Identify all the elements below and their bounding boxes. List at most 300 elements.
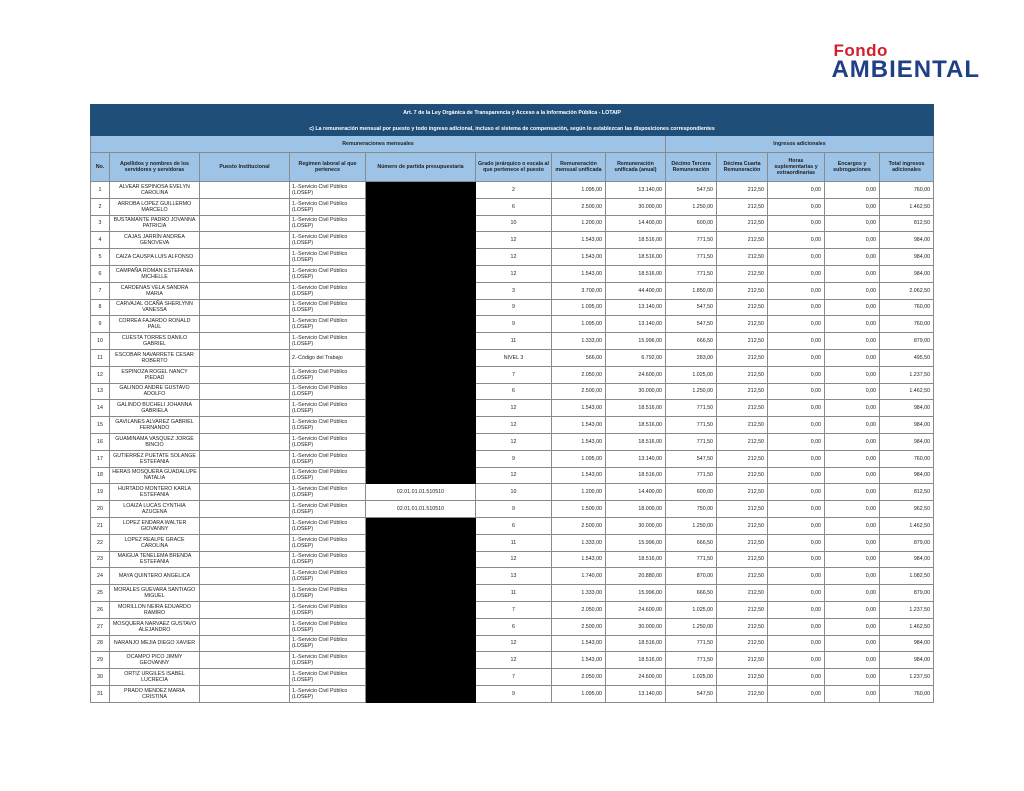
- document-page: [37, 36, 988, 769]
- table-row: [91, 249, 934, 266]
- table-cell: [200, 551, 290, 568]
- table-cell: 24.600,00: [606, 366, 666, 383]
- table-cell: 547,50: [666, 182, 717, 199]
- table-cell: 1.-Servicio Civil Público (LOSEP): [290, 517, 366, 534]
- table-cell: ALVEAR ESPINOSA EVELYN CAROLINA: [110, 182, 200, 199]
- table-cell: 1.-Servicio Civil Público (LOSEP): [290, 450, 366, 467]
- table-cell: 879,00: [880, 585, 934, 602]
- table-cell: 0,00: [825, 685, 880, 702]
- table-cell: 6: [476, 383, 552, 400]
- table-cell: 9: [91, 316, 110, 333]
- table-cell: 12: [476, 433, 552, 450]
- table-cell: 771,50: [666, 551, 717, 568]
- table-cell: [366, 534, 476, 551]
- table-cell: 1.095,00: [552, 450, 606, 467]
- table-row: [91, 501, 934, 518]
- table-cell: 1.-Servicio Civil Público (LOSEP): [290, 383, 366, 400]
- table-cell: 212,50: [717, 265, 768, 282]
- table-cell: 1.333,00: [552, 333, 606, 350]
- table-cell: 30.000,00: [606, 198, 666, 215]
- table-cell: 1.095,00: [552, 316, 606, 333]
- table-cell: 29: [91, 652, 110, 669]
- table-cell: 0,00: [825, 450, 880, 467]
- table-cell: [366, 232, 476, 249]
- table-cell: 1.-Servicio Civil Público (LOSEP): [290, 249, 366, 266]
- table-cell: 0,00: [768, 601, 825, 618]
- table-cell: 18.516,00: [606, 249, 666, 266]
- table-cell: [200, 316, 290, 333]
- table-cell: 1.543,00: [552, 249, 606, 266]
- table-cell: 11: [91, 349, 110, 366]
- table-cell: 10: [476, 484, 552, 501]
- table-cell: 7: [476, 669, 552, 686]
- table-cell: 984,00: [880, 467, 934, 484]
- table-cell: 547,50: [666, 299, 717, 316]
- table-cell: HERAS MOSQUERA GUADALUPE NATALIA: [110, 467, 200, 484]
- table-cell: [366, 618, 476, 635]
- table-cell: 212,50: [717, 652, 768, 669]
- table-cell: 1.025,00: [666, 366, 717, 383]
- table-cell: 1.250,00: [666, 198, 717, 215]
- table-cell: 1.-Servicio Civil Público (LOSEP): [290, 299, 366, 316]
- table-cell: [366, 349, 476, 366]
- table-row: [91, 265, 934, 282]
- table-cell: 7: [476, 366, 552, 383]
- table-cell: 600,00: [666, 484, 717, 501]
- table-cell: GUTIERREZ PUETATE SOLANGE ESTEFANIA: [110, 450, 200, 467]
- table-cell: [366, 299, 476, 316]
- table-cell: MORALES GUEVARA SANTIAGO MIGUEL: [110, 585, 200, 602]
- table-cell: 6.792,00: [606, 349, 666, 366]
- table-cell: 1.850,00: [666, 282, 717, 299]
- table-cell: 212,50: [717, 669, 768, 686]
- table-row: [91, 215, 934, 232]
- table-cell: 18.516,00: [606, 433, 666, 450]
- table-cell: 0,00: [768, 249, 825, 266]
- table-cell: 1.-Servicio Civil Público (LOSEP): [290, 182, 366, 199]
- table-row: [91, 400, 934, 417]
- table-cell: LOAIZA LUCAS CYNTHIA AZUCENA: [110, 501, 200, 518]
- table-cell: MAIGUA TENELEMA BRENDA ESTEFANIA: [110, 551, 200, 568]
- table-cell: 0,00: [825, 501, 880, 518]
- table-cell: 771,50: [666, 265, 717, 282]
- table-cell: 212,50: [717, 198, 768, 215]
- table-cell: 18.516,00: [606, 551, 666, 568]
- table-cell: 212,50: [717, 551, 768, 568]
- table-cell: 870,00: [666, 568, 717, 585]
- table-cell: 1.-Servicio Civil Público (LOSEP): [290, 366, 366, 383]
- table-cell: 1.-Servicio Civil Público (LOSEP): [290, 417, 366, 434]
- table-cell: [200, 618, 290, 635]
- table-cell: 18.516,00: [606, 265, 666, 282]
- table-cell: 984,00: [880, 265, 934, 282]
- table-cell: 13.140,00: [606, 316, 666, 333]
- table-cell: 2.050,00: [552, 601, 606, 618]
- table-cell: ORTIZ URGILES ISABEL LUCRECIA: [110, 669, 200, 686]
- table-cell: 0,00: [825, 333, 880, 350]
- table-cell: 812,50: [880, 215, 934, 232]
- table-row: [91, 433, 934, 450]
- table-cell: [200, 450, 290, 467]
- table-cell: 02.01.01.01.510510: [366, 484, 476, 501]
- table-cell: 1.543,00: [552, 635, 606, 652]
- table-cell: MORILLON NEIRA EDUARDO RAMIRO: [110, 601, 200, 618]
- table-cell: 0,00: [768, 652, 825, 669]
- table-cell: [366, 333, 476, 350]
- table-cell: 1.095,00: [552, 299, 606, 316]
- table-cell: 13.140,00: [606, 685, 666, 702]
- table-cell: 7: [91, 282, 110, 299]
- table-cell: 2.-Código del Trabajo: [290, 349, 366, 366]
- table-cell: 31: [91, 685, 110, 702]
- table-cell: 1.-Servicio Civil Público (LOSEP): [290, 652, 366, 669]
- table-cell: 2.500,00: [552, 517, 606, 534]
- table-cell: [200, 685, 290, 702]
- table-row: [91, 450, 934, 467]
- table-cell: 5: [91, 249, 110, 266]
- table-cell: 1.543,00: [552, 467, 606, 484]
- table-cell: NARANJO MEJIA DIEGO XAVIER: [110, 635, 200, 652]
- table-cell: 1.237,50: [880, 601, 934, 618]
- table-cell: GALINDO ANDRE GUSTAVO ADOLFO: [110, 383, 200, 400]
- table-cell: 1.462,50: [880, 517, 934, 534]
- table-cell: 1.-Servicio Civil Público (LOSEP): [290, 265, 366, 282]
- table-cell: 2.050,00: [552, 366, 606, 383]
- table-cell: HURTADO MONTERO KARLA ESTEFANIA: [110, 484, 200, 501]
- table-cell: 212,50: [717, 400, 768, 417]
- table-cell: 212,50: [717, 467, 768, 484]
- table-cell: 13: [91, 383, 110, 400]
- table-row: [91, 282, 934, 299]
- table-row: [91, 618, 934, 635]
- column-header: Apellidos y nombres de los servidores y servidoras: [110, 153, 200, 182]
- table-cell: 26: [91, 601, 110, 618]
- column-header: Regimen laboral al que pertenece: [290, 153, 366, 182]
- table-cell: 0,00: [768, 198, 825, 215]
- table-cell: [200, 501, 290, 518]
- table-cell: 1.543,00: [552, 265, 606, 282]
- table-cell: 212,50: [717, 517, 768, 534]
- table-cell: 879,00: [880, 534, 934, 551]
- table-cell: 30.000,00: [606, 383, 666, 400]
- table-cell: 212,50: [717, 433, 768, 450]
- remuneration-table: [90, 104, 934, 703]
- table-cell: 0,00: [768, 383, 825, 400]
- table-cell: 750,00: [666, 501, 717, 518]
- table-cell: 15.996,00: [606, 534, 666, 551]
- table-cell: 0,00: [825, 534, 880, 551]
- table-cell: [200, 517, 290, 534]
- table-cell: 984,00: [880, 652, 934, 669]
- table-cell: 15.996,00: [606, 333, 666, 350]
- table-cell: 2: [91, 198, 110, 215]
- table-cell: 760,00: [880, 182, 934, 199]
- table-cell: 0,00: [768, 618, 825, 635]
- logo-line-2: AMBIENTAL: [831, 56, 980, 83]
- table-cell: 0,00: [768, 501, 825, 518]
- table-cell: [366, 282, 476, 299]
- table-row: [91, 568, 934, 585]
- table-cell: 27: [91, 618, 110, 635]
- table-cell: 1.-Servicio Civil Público (LOSEP): [290, 232, 366, 249]
- table-row: [91, 534, 934, 551]
- table-cell: 0,00: [768, 685, 825, 702]
- table-cell: 12: [476, 265, 552, 282]
- table-cell: [200, 232, 290, 249]
- table-cell: 1.-Servicio Civil Público (LOSEP): [290, 534, 366, 551]
- table-cell: 1.-Servicio Civil Público (LOSEP): [290, 635, 366, 652]
- table-cell: 1.-Servicio Civil Público (LOSEP): [290, 601, 366, 618]
- table-cell: [366, 568, 476, 585]
- table-cell: 771,50: [666, 400, 717, 417]
- table-cell: 2.050,00: [552, 669, 606, 686]
- column-header: Total ingresos adicionales: [880, 153, 934, 182]
- table-row: [91, 601, 934, 618]
- table-cell: 0,00: [768, 215, 825, 232]
- table-cell: 1.740,00: [552, 568, 606, 585]
- table-row: [91, 299, 934, 316]
- table-cell: 0,00: [768, 282, 825, 299]
- table-cell: 0,00: [825, 349, 880, 366]
- table-cell: 10: [476, 215, 552, 232]
- group-monthly: Remuneraciones mensuales: [91, 136, 666, 153]
- table-cell: 1.025,00: [666, 669, 717, 686]
- table-cell: 12: [476, 400, 552, 417]
- table-cell: 771,50: [666, 232, 717, 249]
- table-cell: [366, 249, 476, 266]
- table-cell: 12: [476, 467, 552, 484]
- table-cell: 566,00: [552, 349, 606, 366]
- table-cell: 0,00: [825, 182, 880, 199]
- table-cell: 1.543,00: [552, 433, 606, 450]
- table-cell: [366, 601, 476, 618]
- table-cell: [366, 198, 476, 215]
- table-cell: 0,00: [768, 299, 825, 316]
- group-additional: Ingresos adicionales: [666, 136, 934, 153]
- table-cell: 1.-Servicio Civil Público (LOSEP): [290, 198, 366, 215]
- table-cell: 0,00: [825, 282, 880, 299]
- table-cell: [366, 265, 476, 282]
- table-cell: [366, 450, 476, 467]
- table-cell: 25: [91, 585, 110, 602]
- table-cell: 18: [91, 467, 110, 484]
- table-cell: 2.500,00: [552, 383, 606, 400]
- table-cell: 212,50: [717, 601, 768, 618]
- table-cell: 0,00: [768, 585, 825, 602]
- table-cell: [366, 417, 476, 434]
- table-row: [91, 198, 934, 215]
- table-cell: 212,50: [717, 249, 768, 266]
- table-cell: 1.-Servicio Civil Público (LOSEP): [290, 685, 366, 702]
- table-subtitle: c) La remuneración mensual por puesto y todo ingreso adicional, incluso el sistema de compensación, según lo establezcan las disposiciones correspondientes: [91, 122, 934, 136]
- table-cell: LOPEZ REALPE GRACE CAROLINA: [110, 534, 200, 551]
- table-cell: 9: [476, 299, 552, 316]
- table-cell: PRADO MENDEZ MARIA CRISTINA: [110, 685, 200, 702]
- document-frame: [37, 36, 988, 769]
- table-cell: OCAMPO PICO JIMMY GEOVANNY: [110, 652, 200, 669]
- column-header: Décimo Tercera Remuneración: [666, 153, 717, 182]
- table-cell: 12: [476, 249, 552, 266]
- table-cell: 1.250,00: [666, 517, 717, 534]
- table-cell: 0,00: [825, 265, 880, 282]
- column-header: No.: [91, 153, 110, 182]
- table-cell: 24.600,00: [606, 669, 666, 686]
- table-cell: [200, 349, 290, 366]
- table-cell: 1.-Servicio Civil Público (LOSEP): [290, 568, 366, 585]
- table-cell: 1.082,50: [880, 568, 934, 585]
- table-cell: 0,00: [825, 383, 880, 400]
- table-cell: [200, 669, 290, 686]
- table-row: [91, 669, 934, 686]
- table-cell: MAYA QUINTERO ANGELICA: [110, 568, 200, 585]
- group-header-row: [91, 136, 934, 153]
- table-cell: 1.200,00: [552, 215, 606, 232]
- table-cell: 9: [476, 501, 552, 518]
- table-cell: [200, 366, 290, 383]
- table-cell: [200, 299, 290, 316]
- table-cell: 0,00: [825, 635, 880, 652]
- table-cell: 19: [91, 484, 110, 501]
- column-header: Número de partida presupuestaria: [366, 153, 476, 182]
- table-cell: 20: [91, 501, 110, 518]
- table-cell: 1.500,00: [552, 501, 606, 518]
- table-cell: [366, 433, 476, 450]
- table-title: Art. 7 de la Ley Orgánica de Transparencia y Acceso a la Información Pública - LOTAIP: [91, 105, 934, 122]
- table-cell: 1.333,00: [552, 534, 606, 551]
- table-cell: 6: [91, 265, 110, 282]
- table-cell: 8: [91, 299, 110, 316]
- table-row: [91, 467, 934, 484]
- table-cell: [366, 669, 476, 686]
- table-cell: 4: [91, 232, 110, 249]
- table-cell: LOPEZ ENDARA WALTER GIOVANNY: [110, 517, 200, 534]
- table-cell: 1.462,50: [880, 618, 934, 635]
- table-cell: 1.462,50: [880, 383, 934, 400]
- table-cell: CUESTA TORRES DANILO GABRIEL: [110, 333, 200, 350]
- table-cell: 0,00: [768, 366, 825, 383]
- table-row: [91, 333, 934, 350]
- table-cell: [366, 383, 476, 400]
- table-cell: 22: [91, 534, 110, 551]
- table-cell: 212,50: [717, 568, 768, 585]
- table-cell: 13: [476, 568, 552, 585]
- table-cell: 0,00: [768, 534, 825, 551]
- table-cell: 16: [91, 433, 110, 450]
- table-cell: 1.-Servicio Civil Público (LOSEP): [290, 282, 366, 299]
- table-cell: [200, 400, 290, 417]
- table-cell: 18.516,00: [606, 232, 666, 249]
- table-cell: 0,00: [768, 265, 825, 282]
- fondo-ambiental-logo: [831, 42, 980, 81]
- table-cell: [200, 652, 290, 669]
- table-cell: 11: [476, 585, 552, 602]
- table-cell: 0,00: [825, 652, 880, 669]
- table-cell: 212,50: [717, 585, 768, 602]
- table-cell: 1.543,00: [552, 652, 606, 669]
- table-cell: 28: [91, 635, 110, 652]
- table-cell: [200, 265, 290, 282]
- table-cell: 771,50: [666, 249, 717, 266]
- table-cell: 0,00: [825, 366, 880, 383]
- column-header: Horas suplementarias y extraordinarias: [768, 153, 825, 182]
- table-cell: 30.000,00: [606, 618, 666, 635]
- table-cell: 0,00: [825, 517, 880, 534]
- table-cell: 212,50: [717, 366, 768, 383]
- table-cell: [200, 383, 290, 400]
- table-cell: [366, 366, 476, 383]
- table-cell: 1.250,00: [666, 618, 717, 635]
- table-row: [91, 517, 934, 534]
- table-cell: 30.000,00: [606, 517, 666, 534]
- column-header: Remuneración unificada (anual): [606, 153, 666, 182]
- column-header: Puesto Institucional: [200, 153, 290, 182]
- table-cell: [200, 635, 290, 652]
- table-row: [91, 232, 934, 249]
- table-cell: 1.543,00: [552, 551, 606, 568]
- table-cell: [366, 517, 476, 534]
- table-cell: 212,50: [717, 685, 768, 702]
- table-cell: 0,00: [768, 635, 825, 652]
- table-cell: 1.200,00: [552, 484, 606, 501]
- table-cell: CARDENAS VELA SANDRA MARIA: [110, 282, 200, 299]
- table-cell: [366, 182, 476, 199]
- table-row: [91, 551, 934, 568]
- table-cell: [200, 484, 290, 501]
- table-cell: 18.516,00: [606, 635, 666, 652]
- column-header: Encargos y subrogaciones: [825, 153, 880, 182]
- table-cell: 212,50: [717, 501, 768, 518]
- table-cell: CAMPAÑA ROMAN ESTEFANIA MICHELLE: [110, 265, 200, 282]
- table-cell: [366, 467, 476, 484]
- table-cell: 1.-Servicio Civil Público (LOSEP): [290, 484, 366, 501]
- table-cell: 11: [476, 333, 552, 350]
- table-cell: 212,50: [717, 484, 768, 501]
- table-cell: 1.543,00: [552, 417, 606, 434]
- table-cell: 962,50: [880, 501, 934, 518]
- table-cell: 212,50: [717, 383, 768, 400]
- table-cell: 0,00: [825, 316, 880, 333]
- logo-line-1: Fondo: [833, 41, 888, 60]
- table-cell: 495,50: [880, 349, 934, 366]
- table-cell: 771,50: [666, 652, 717, 669]
- table-row: [91, 182, 934, 199]
- table-cell: [366, 551, 476, 568]
- table-cell: 6: [476, 618, 552, 635]
- table-row: [91, 652, 934, 669]
- table-cell: 1.333,00: [552, 585, 606, 602]
- table-row: [91, 417, 934, 434]
- table-cell: 23: [91, 551, 110, 568]
- table-cell: 18.000,00: [606, 501, 666, 518]
- table-row: [91, 383, 934, 400]
- table-cell: 02.01.01.01.510510: [366, 501, 476, 518]
- table-cell: 984,00: [880, 635, 934, 652]
- table-cell: 212,50: [717, 635, 768, 652]
- table-cell: GAVILANES ALVAREZ GABRIEL FERNANDO: [110, 417, 200, 434]
- subtitle-row: [91, 122, 934, 136]
- table-row: [91, 349, 934, 366]
- table-cell: [200, 601, 290, 618]
- table-cell: 0,00: [768, 551, 825, 568]
- column-header: Grado jerárquico o escala al que pertenece el puesto: [476, 153, 552, 182]
- table-cell: [366, 585, 476, 602]
- table-cell: 6: [476, 198, 552, 215]
- table-cell: 1.237,50: [880, 366, 934, 383]
- table-cell: 212,50: [717, 182, 768, 199]
- table-cell: 0,00: [768, 333, 825, 350]
- table-cell: 666,50: [666, 585, 717, 602]
- table-cell: 13.140,00: [606, 299, 666, 316]
